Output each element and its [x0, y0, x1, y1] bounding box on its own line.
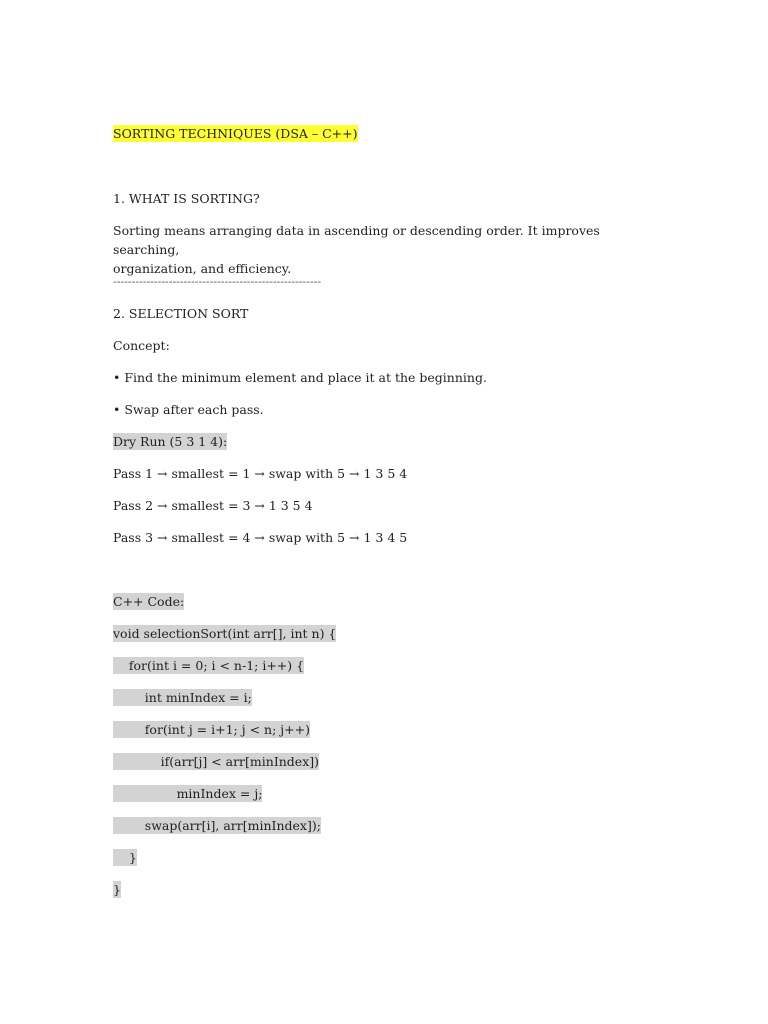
code-line: swap(arr[i], arr[minIndex]);	[113, 818, 321, 833]
paragraph-line: organization, and efficiency.	[113, 261, 292, 276]
code-line: void selectionSort(int arr[], int n) {	[113, 626, 337, 641]
code-label: C++ Code:	[113, 594, 185, 609]
code-line: minIndex = j;	[113, 786, 263, 801]
paragraph-line: Sorting means arranging data in ascending or descending order. It improves searching,	[113, 223, 600, 257]
code-line: int minIndex = i;	[113, 690, 252, 705]
code-line: }	[113, 882, 121, 897]
section-divider: --------------------------------------------------------	[113, 275, 322, 288]
code-line: if(arr[j] < arr[minIndex])	[113, 754, 320, 769]
code-line: for(int i = 0; i < n-1; i++) {	[113, 658, 305, 673]
section-heading-selection-sort: 2. SELECTION SORT	[113, 306, 249, 321]
section-heading-what-is-sorting: 1. WHAT IS SORTING?	[113, 191, 260, 206]
sorting-definition-paragraph	[113, 221, 653, 278]
code-line: for(int j = i+1; j < n; j++)	[113, 722, 310, 737]
code-line: }	[113, 850, 137, 865]
bullet-item: • Swap after each pass.	[113, 402, 264, 417]
pass-line: Pass 3 → smallest = 4 → swap with 5 → 1 3 4 5	[113, 530, 408, 545]
concept-label: Concept:	[113, 338, 170, 353]
pass-line: Pass 1 → smallest = 1 → swap with 5 → 1 3 5 4	[113, 466, 408, 481]
dry-run-label: Dry Run (5 3 1 4):	[113, 434, 228, 449]
bullet-item: • Find the minimum element and place it at the beginning.	[113, 370, 487, 385]
document-title: SORTING TECHNIQUES (DSA – C++)	[113, 126, 358, 141]
pass-line: Pass 2 → smallest = 3 → 1 3 5 4	[113, 498, 313, 513]
